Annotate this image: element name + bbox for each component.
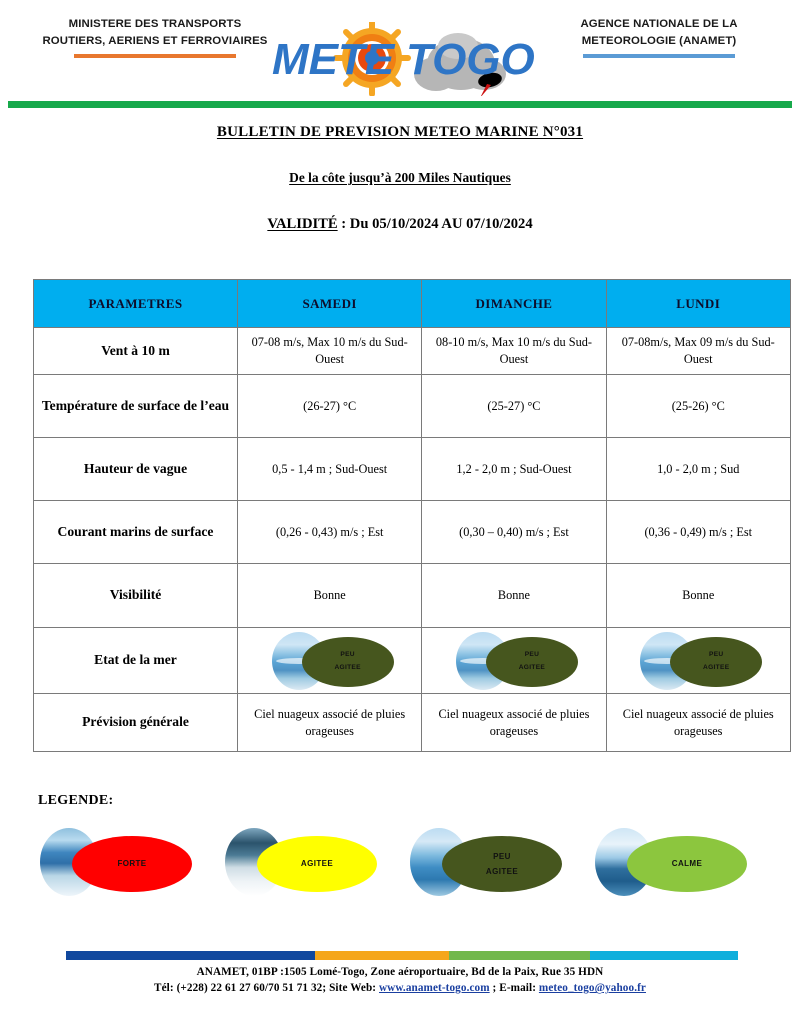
sea-state-icon	[448, 632, 580, 690]
column-header-dimanche: DIMANCHE	[422, 280, 606, 328]
agency-line-1: AGENCE NATIONALE DE LA	[580, 18, 738, 30]
table-header-row	[34, 280, 791, 328]
table-row	[34, 375, 791, 438]
meteo-togo-logo	[268, 22, 568, 96]
cell-courant-samedi: (0,26 - 0,43) m/s ; Est	[238, 501, 422, 564]
footer-bar-orange	[315, 951, 449, 960]
cell-etat-mer-lundi	[606, 628, 790, 694]
agency-underline-rule	[583, 54, 735, 58]
sea-state-label-line2: AGITEE	[518, 663, 546, 671]
table-row	[34, 628, 791, 694]
sea-state-badge	[486, 637, 578, 687]
legend-item-agitee	[215, 826, 390, 902]
cell-hauteur-vague-dimanche: 1,2 - 2,0 m ; Sud-Ouest	[422, 438, 606, 501]
agency-heading	[540, 16, 778, 58]
legend-item-calme	[585, 826, 760, 902]
footer-bar-cyan	[590, 951, 738, 960]
footer-website-link[interactable]: www.anamet-togo.com	[379, 982, 490, 995]
cell-visibilite-lundi: Bonne	[606, 564, 790, 628]
logo-word-togo: TOGO	[406, 35, 535, 84]
sea-state-label-line1: PEU	[524, 650, 540, 658]
forecast-table	[33, 279, 791, 752]
cell-etat-mer-samedi	[238, 628, 422, 694]
cell-vent-samedi: 07-08 m/s, Max 10 m/s du Sud-Ouest	[238, 328, 422, 375]
table-row	[34, 501, 791, 564]
sea-state-badge	[670, 637, 762, 687]
footer-email-label: ; E-mail:	[489, 982, 539, 995]
cell-prevision-dimanche: Ciel nuageux associé de pluies orageuses	[422, 694, 606, 752]
cell-vent-dimanche: 08-10 m/s, Max 10 m/s du Sud-Ouest	[422, 328, 606, 375]
legend-badge-agitee	[257, 836, 377, 892]
row-label-temperature: Température de surface de l’eau	[34, 375, 238, 438]
column-header-lundi: LUNDI	[606, 280, 790, 328]
legend-badge-peu-agitee	[442, 836, 562, 892]
cell-prevision-samedi: Ciel nuageux associé de pluies orageuses	[238, 694, 422, 752]
legend-title: LEGENDE:	[38, 793, 114, 808]
sea-state-label-line1: PEU	[709, 650, 724, 658]
row-label-hauteur-vague: Hauteur de vague	[34, 438, 238, 501]
cell-vent-lundi: 07-08m/s, Max 09 m/s du Sud-Ouest	[606, 328, 790, 375]
footer-bar-green	[449, 951, 590, 960]
row-label-courant: Courant marins de surface	[34, 501, 238, 564]
cell-courant-lundi: (0,36 - 0,49) m/s ; Est	[606, 501, 790, 564]
legend-label-line1: CALME	[671, 859, 703, 869]
cell-visibilite-samedi: Bonne	[238, 564, 422, 628]
footer-phone-text: Tél: (+228) 22 61 27 60/70 51 71 32; Site Web:	[154, 982, 379, 995]
legend-item-peu-agitee	[400, 826, 575, 902]
ministry-underline-rule	[74, 54, 236, 58]
sea-state-label-line1: PEU	[340, 650, 355, 658]
logo-word-meteo: METE	[272, 35, 395, 84]
page-subtitle: De la côte jusqu’à 200 Miles Nautiques	[289, 170, 511, 185]
logo-graphic	[268, 22, 568, 96]
sea-state-icon	[264, 632, 396, 690]
table-row	[34, 438, 791, 501]
footer-address: ANAMET, 01BP :1505 Lomé-Togo, Zone aéroportuaire, Bd de la Paix, Rue 35 HDN	[196, 966, 604, 978]
footer-color-bars	[66, 951, 738, 960]
table-row	[34, 328, 791, 375]
cell-courant-dimanche: (0,30 – 0,40) m/s ; Est	[422, 501, 606, 564]
cell-hauteur-vague-samedi: 0,5 - 1,4 m ; Sud-Ouest	[238, 438, 422, 501]
sea-state-label-line2: AGITEE	[334, 663, 361, 671]
document-titles	[0, 124, 800, 233]
ministry-line-2: ROUTIERS, AERIENS ET FERROVIAIRES	[42, 34, 268, 47]
footer-email-link[interactable]: meteo_togo@yahoo.fr	[538, 982, 646, 995]
legend-label-line2: AGITEE	[485, 867, 519, 876]
page-title: BULLETIN DE PREVISION METEO MARINE N°031	[216, 124, 584, 140]
footer-contact-line	[0, 980, 800, 996]
cell-visibilite-dimanche: Bonne	[422, 564, 606, 628]
footer-bar-blue	[66, 951, 315, 960]
cell-hauteur-vague-lundi: 1,0 - 2,0 m ; Sud	[606, 438, 790, 501]
legend-badge-forte	[72, 836, 192, 892]
sea-state-badge	[302, 637, 394, 687]
cell-temperature-lundi: (25-26) °C	[606, 375, 790, 438]
footer-contact	[0, 964, 800, 996]
row-label-visibilite: Visibilité	[34, 564, 238, 628]
page-header	[0, 0, 800, 96]
legend-label-line1: AGITEE	[300, 859, 334, 869]
legend-label-line1: PEU	[493, 851, 511, 861]
header-green-divider	[8, 101, 792, 108]
legend-label-line1: FORTE	[117, 859, 147, 869]
cell-temperature-dimanche: (25-27) °C	[422, 375, 606, 438]
legend-item-forte	[30, 826, 205, 902]
row-label-vent: Vent à 10 m	[34, 328, 238, 375]
table-row	[34, 564, 791, 628]
cell-prevision-lundi: Ciel nuageux associé de pluies orageuses	[606, 694, 790, 752]
cell-etat-mer-dimanche	[422, 628, 606, 694]
sea-state-label-line2: AGITEE	[703, 663, 730, 671]
validity-value: : Du 05/10/2024 AU 07/10/2024	[337, 216, 533, 232]
ministry-line-1: MINISTERE DES TRANSPORTS	[68, 18, 242, 30]
sea-state-icon	[632, 632, 764, 690]
legend-row	[30, 826, 770, 902]
row-label-prevision: Prévision générale	[34, 694, 238, 752]
ministry-heading	[30, 16, 280, 58]
validity-label: VALIDITÉ	[267, 216, 338, 232]
column-header-samedi: SAMEDI	[238, 280, 422, 328]
table-row	[34, 694, 791, 752]
cell-temperature-samedi: (26-27) °C	[238, 375, 422, 438]
agency-line-2: METEOROLOGIE (ANAMET)	[581, 34, 737, 47]
validity-line	[0, 216, 800, 233]
column-header-parametres: PARAMETRES	[34, 280, 238, 328]
legend-badge-calme	[627, 836, 747, 892]
row-label-etat-mer: Etat de la mer	[34, 628, 238, 694]
